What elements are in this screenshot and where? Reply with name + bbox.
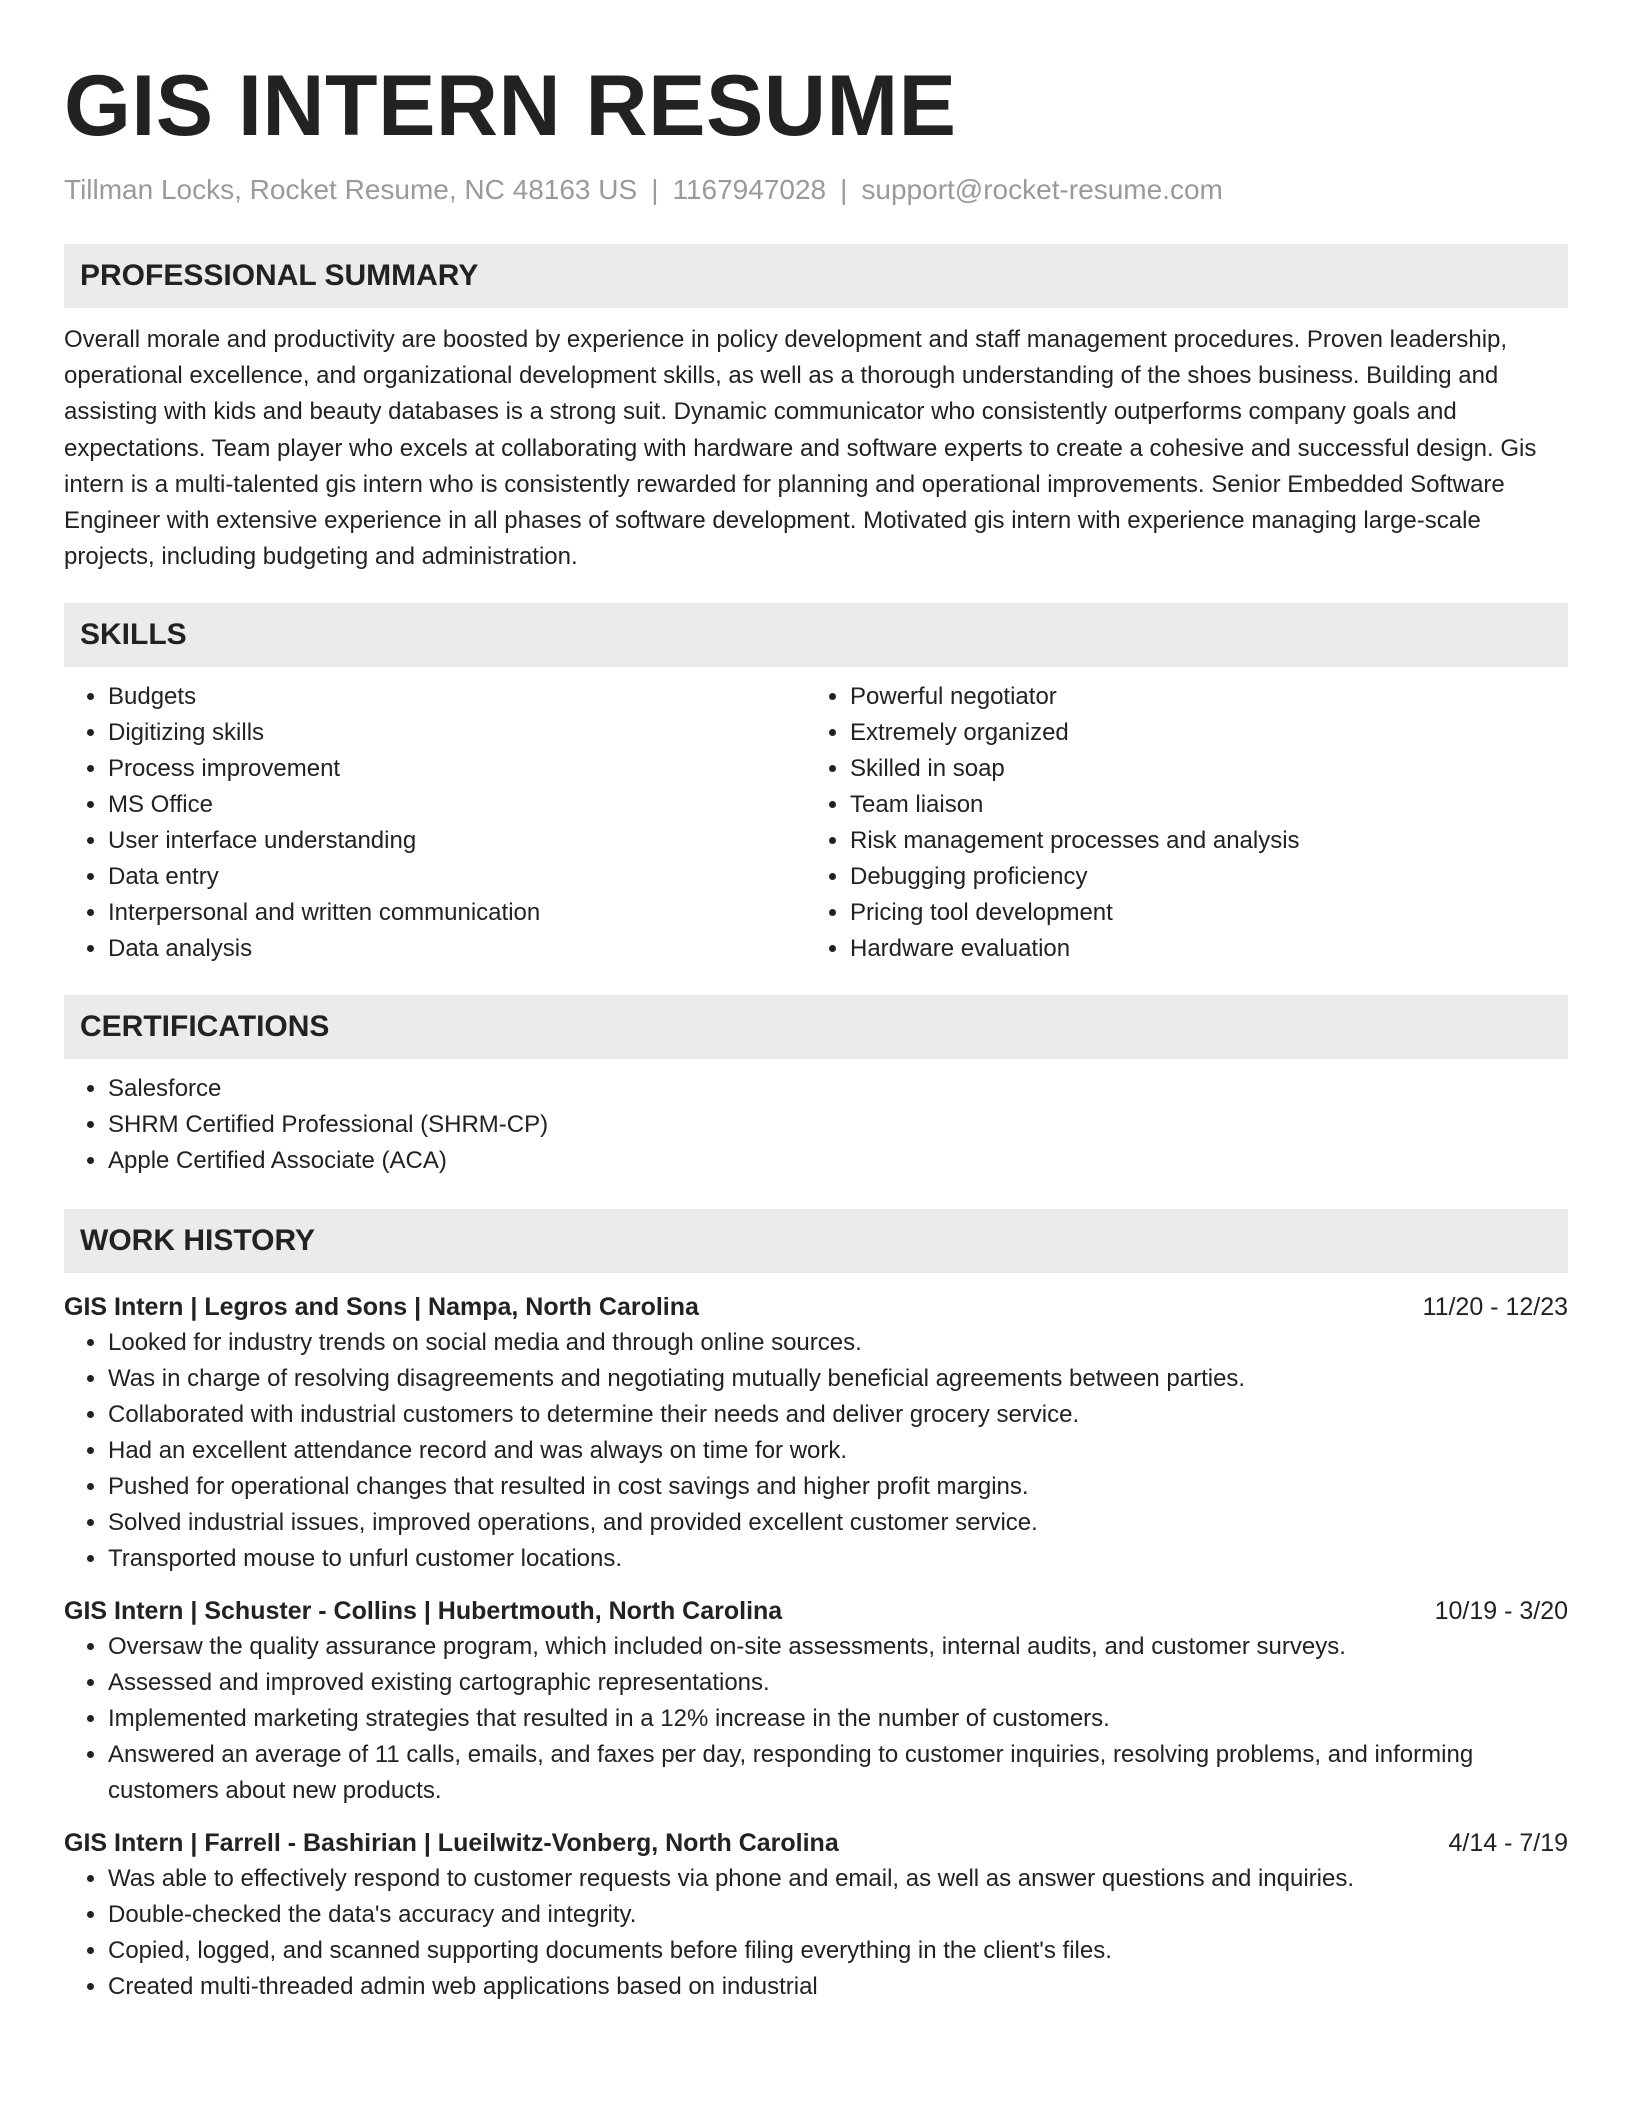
list-item: • Created multi-threaded admin web applications based on industrial xyxy=(108,1969,1568,2005)
contact-phone: 1167947028 xyxy=(672,174,827,205)
skills-column-left xyxy=(64,679,806,967)
job-dates: 10/19 - 3/20 xyxy=(1434,1597,1568,1626)
section-heading-summary: PROFESSIONAL SUMMARY xyxy=(64,244,1568,308)
certifications-list xyxy=(64,1071,1568,1179)
contact-email: support@rocket-resume.com xyxy=(861,174,1223,205)
job-bullets xyxy=(64,1629,1568,1809)
list-item: • Was in charge of resolving disagreements and negotiating mutually beneficial agreements between parties. xyxy=(108,1361,1568,1397)
list-item: • Had an excellent attendance record and was always on time for work. xyxy=(108,1433,1568,1469)
list-item: • Hardware evaluation xyxy=(850,931,1548,967)
job-title: GIS Intern | Farrell - Bashirian | Lueilwitz-Vonberg, North Carolina xyxy=(64,1829,839,1858)
section-heading-skills: SKILLS xyxy=(64,603,1568,667)
list-item: • Assessed and improved existing cartographic representations. xyxy=(108,1665,1568,1701)
skills-column-right xyxy=(806,679,1548,967)
list-item: • Data analysis xyxy=(108,931,806,967)
job-entry xyxy=(64,1289,1568,1577)
section-heading-certifications: CERTIFICATIONS xyxy=(64,995,1568,1059)
list-item: • Digitizing skills xyxy=(108,715,806,751)
job-title: GIS Intern | Legros and Sons | Nampa, North Carolina xyxy=(64,1293,699,1322)
list-item: • Pricing tool development xyxy=(850,895,1548,931)
list-item: • User interface understanding xyxy=(108,823,806,859)
job-dates: 11/20 - 12/23 xyxy=(1422,1293,1568,1322)
job-dates: 4/14 - 7/19 xyxy=(1448,1829,1568,1858)
page-title: GIS INTERN RESUME xyxy=(64,58,957,154)
job-header xyxy=(64,1825,1568,1861)
list-item: • Budgets xyxy=(108,679,806,715)
contact-address: Tillman Locks, Rocket Resume, NC 48163 US xyxy=(64,174,638,205)
list-item: • Debugging proficiency xyxy=(850,859,1548,895)
job-entry xyxy=(64,1825,1568,2005)
list-item: • Collaborated with industrial customers to determine their needs and deliver grocery service. xyxy=(108,1397,1568,1433)
skills-columns xyxy=(64,679,1568,967)
list-item: • Oversaw the quality assurance program, which included on-site assessments, internal audits, and customer surveys. xyxy=(108,1629,1568,1665)
list-item: • Transported mouse to unfurl customer locations. xyxy=(108,1541,1568,1577)
list-item: • Solved industrial issues, improved operations, and provided excellent customer service. xyxy=(108,1505,1568,1541)
list-item: • Risk management processes and analysis xyxy=(850,823,1548,859)
job-bullets xyxy=(64,1861,1568,2005)
list-item: • Salesforce xyxy=(108,1071,1568,1107)
job-bullets xyxy=(64,1325,1568,1577)
list-item: • MS Office xyxy=(108,787,806,823)
list-item: • Double-checked the data's accuracy and integrity. xyxy=(108,1897,1568,1933)
list-item: • SHRM Certified Professional (SHRM-CP) xyxy=(108,1107,1568,1143)
job-header xyxy=(64,1289,1568,1325)
job-entry xyxy=(64,1593,1568,1809)
contact-line xyxy=(64,172,1568,208)
summary-text: Overall morale and productivity are boosted by experience in policy development and staff management procedures. Proven leadership, operational excellence, and organizational development skills, as well as a thorough understanding of the shoes business. Building and assisting with kids and beauty databases is a strong suit. Dynamic communicator who consistently outperforms company goals and expectations. Team player who excels at collaborating with hardware and software experts to create a cohesive and successful design. Gis intern is a multi-talented gis intern who is consistently rewarded for planning and operational improvements. Senior Embedded Software Engineer with extensive experience in all phases of software development. Motivated gis intern with experience managing large-scale projects, including budgeting and administration. xyxy=(64,326,1537,571)
job-title: GIS Intern | Schuster - Collins | Hubertmouth, North Carolina xyxy=(64,1597,783,1626)
contact-separator: | xyxy=(840,174,848,205)
section-heading-work-history: WORK HISTORY xyxy=(64,1209,1568,1273)
list-item: • Apple Certified Associate (ACA) xyxy=(108,1143,1568,1179)
list-item: • Data entry xyxy=(108,859,806,895)
contact-separator: | xyxy=(651,174,659,205)
list-item: • Implemented marketing strategies that resulted in a 12% increase in the number of customers. xyxy=(108,1701,1568,1737)
list-item: • Interpersonal and written communication xyxy=(108,895,806,931)
list-item: • Powerful negotiator xyxy=(850,679,1548,715)
list-item: • Extremely organized xyxy=(850,715,1548,751)
list-item: • Team liaison xyxy=(850,787,1548,823)
list-item: • Pushed for operational changes that resulted in cost savings and higher profit margins. xyxy=(108,1469,1568,1505)
list-item: • Process improvement xyxy=(108,751,806,787)
list-item: • Skilled in soap xyxy=(850,751,1548,787)
list-item: • Looked for industry trends on social media and through online sources. xyxy=(108,1325,1568,1361)
job-header xyxy=(64,1593,1568,1629)
list-item: • Copied, logged, and scanned supporting documents before filing everything in the client's files. xyxy=(108,1933,1568,1969)
list-item: • Was able to effectively respond to customer requests via phone and email, as well as answer questions and inquiries. xyxy=(108,1861,1568,1897)
list-item: • Answered an average of 11 calls, emails, and faxes per day, responding to customer inquiries, resolving problems, and informing customers about new products. xyxy=(108,1737,1568,1809)
